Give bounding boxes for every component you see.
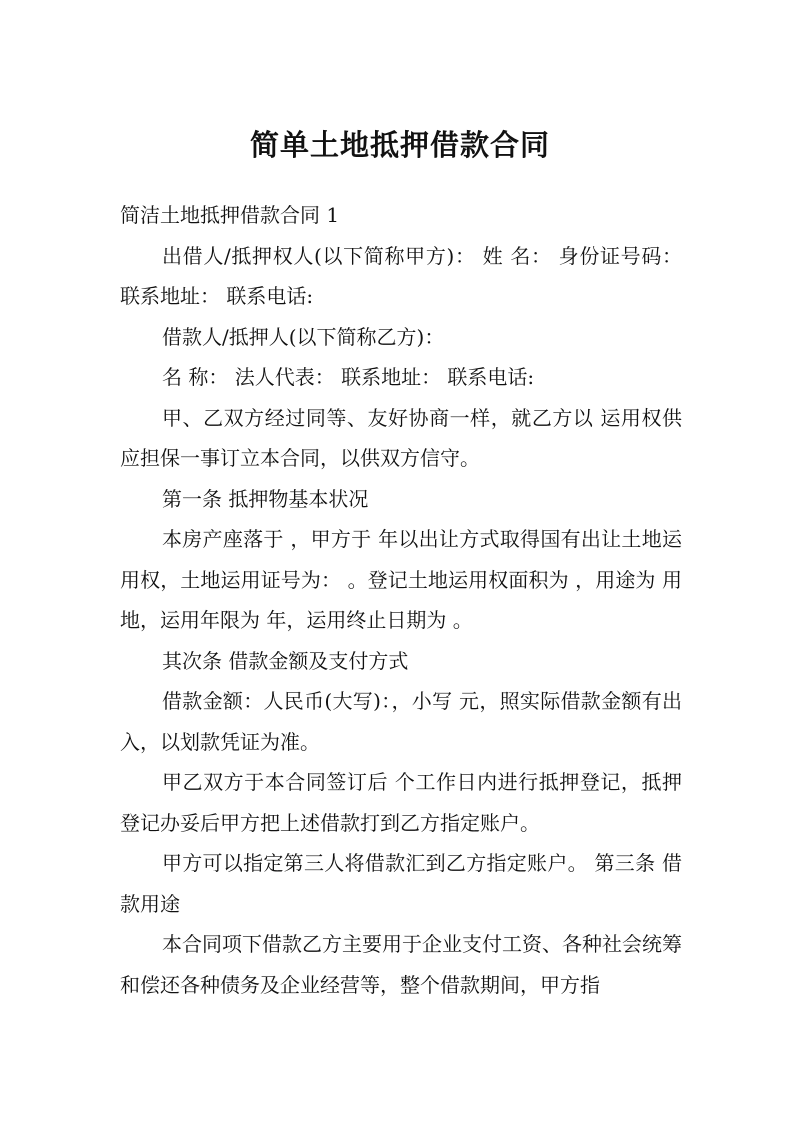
paragraph-registration: 甲乙双方于本合同签订后 个工作日内进行抵押登记，抵押登记办妥后甲方把上述借款打到乙方指定账户。	[120, 770, 682, 835]
document-subtitle: 简洁土地抵押借款合同 1	[120, 203, 340, 227]
paragraph-borrower-info: 名 称： 法人代表： 联系地址： 联系电话:	[162, 365, 535, 389]
paragraph-borrower-heading: 借款人/抵押人(以下简称乙方)：	[162, 324, 445, 349]
paragraph-loan-purpose: 本合同项下借款乙方主要用于企业支付工资、各种社会统筹和偿还各种债务及企业经营等，整个借款期间，甲方指	[120, 932, 682, 997]
paragraph-property-details: 本房产座落于 ，甲方于 年以出让方式取得国有出让土地运用权，土地运用证号为： 。登记土地运用权面积为 ，用途为 用地，运用年限为 年，运用终止日期为 。	[120, 527, 682, 632]
document-title: 简单土地抵押借款合同	[249, 128, 550, 162]
paragraph-preamble: 甲、乙双方经过同等、友好协商一样，就乙方以 运用权供应担保一事订立本合同，以供双方信守。	[120, 405, 682, 470]
article-1-heading: 第一条 抵押物基本状况	[162, 486, 369, 511]
paragraph-third-party: 甲方可以指定第三人将借款汇到乙方指定账户。 第三条 借款用途	[120, 851, 682, 916]
paragraph-lender-info: 出借人/抵押权人(以下简称甲方)： 姓 名： 身份证号码： 联系地址： 联系电话:	[120, 243, 682, 308]
document-body	[120, 195, 682, 1005]
article-2-heading: 其次条 借款金额及支付方式	[162, 648, 409, 673]
paragraph-loan-amount: 借款金额：人民币(大写)：，小写 元，照实际借款金额有出入，以划款凭证为准。	[120, 689, 682, 754]
